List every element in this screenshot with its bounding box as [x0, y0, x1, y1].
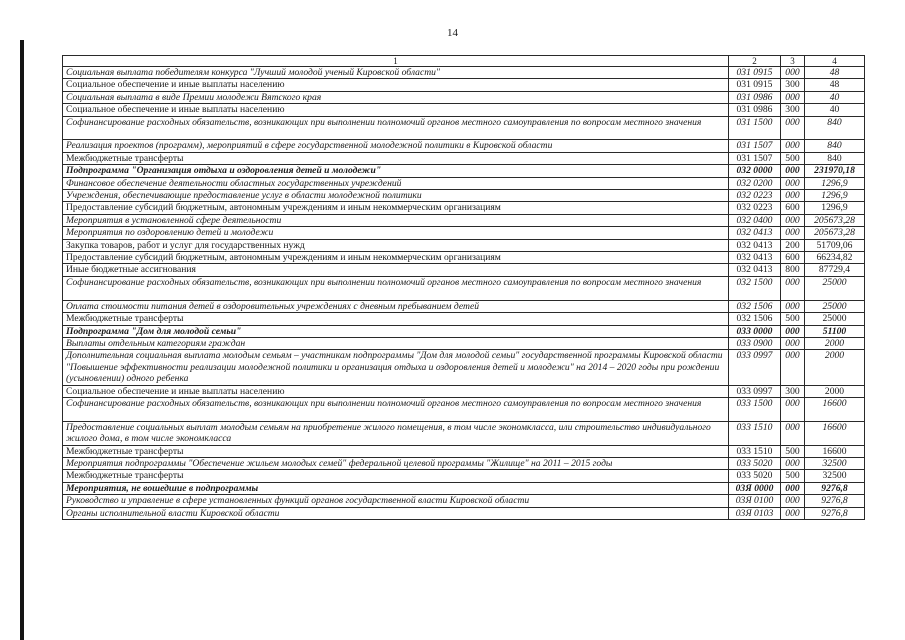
row-type: 800	[781, 264, 805, 276]
row-name: Софинансирование расходных обязательств, возникающих при выполнении полномочий органов местного самоуправления по вопросам местного значения	[63, 116, 729, 140]
row-sum: 205673,28	[805, 214, 865, 226]
row-type: 000	[781, 495, 805, 507]
row-code: 033 0000	[729, 325, 781, 337]
row-type: 500	[781, 470, 805, 482]
row-code: 031 1500	[729, 116, 781, 140]
row-name: Межбюджетные трансферты	[63, 445, 729, 457]
row-code: 03Я 0100	[729, 495, 781, 507]
row-name: Межбюджетные трансферты	[63, 470, 729, 482]
row-name: Межбюджетные трансферты	[63, 152, 729, 164]
table-row	[63, 397, 865, 421]
header-col-code: 2	[729, 56, 781, 67]
row-sum: 231970,18	[805, 165, 865, 177]
row-type: 000	[781, 140, 805, 152]
row-code: 032 0413	[729, 252, 781, 264]
row-name: Иные бюджетные ассигнования	[63, 264, 729, 276]
row-sum: 16600	[805, 421, 865, 445]
budget-table	[62, 55, 865, 520]
row-sum: 840	[805, 152, 865, 164]
row-name: Мероприятия подпрограммы "Обеспечение жильем молодых семей" федеральной целевой программы "Жилище" на 2011 – 2015 годы	[63, 457, 729, 469]
row-code: 031 1507	[729, 140, 781, 152]
table-row	[63, 79, 865, 91]
row-name: Мероприятия по оздоровлению детей и молодежи	[63, 227, 729, 239]
row-code: 032 0223	[729, 202, 781, 214]
row-sum: 9276,8	[805, 507, 865, 519]
table-row	[63, 325, 865, 337]
row-name: Межбюджетные трансферты	[63, 313, 729, 325]
row-sum: 2000	[805, 337, 865, 349]
table-row	[63, 252, 865, 264]
row-sum: 25000	[805, 300, 865, 312]
row-name: Выплаты отдельным категориям граждан	[63, 337, 729, 349]
row-code: 032 0000	[729, 165, 781, 177]
table-row	[63, 67, 865, 79]
row-code: 032 1500	[729, 276, 781, 300]
header-col-sum: 4	[805, 56, 865, 67]
row-sum: 66234,82	[805, 252, 865, 264]
row-code: 033 0900	[729, 337, 781, 349]
row-type: 300	[781, 79, 805, 91]
row-code: 031 0986	[729, 104, 781, 116]
row-sum: 840	[805, 116, 865, 140]
row-name: Оплата стоимости питания детей в оздоровительных учреждениях с дневным пребыванием детей	[63, 300, 729, 312]
page-edge-bar	[20, 40, 24, 640]
row-type: 000	[781, 276, 805, 300]
row-type: 000	[781, 300, 805, 312]
row-sum: 1296,9	[805, 177, 865, 189]
row-name: Предоставление субсидий бюджетным, автономным учреждениям и иным некоммерческим организациям	[63, 252, 729, 264]
table-row	[63, 177, 865, 189]
table-row	[63, 227, 865, 239]
row-sum: 40	[805, 104, 865, 116]
table-row	[63, 152, 865, 164]
row-code: 033 1510	[729, 421, 781, 445]
row-sum: 16600	[805, 445, 865, 457]
row-type: 300	[781, 385, 805, 397]
row-type: 000	[781, 421, 805, 445]
table-row	[63, 140, 865, 152]
row-code: 03Я 0103	[729, 507, 781, 519]
row-sum: 48	[805, 79, 865, 91]
page-number: 14	[447, 27, 458, 39]
row-sum: 48	[805, 67, 865, 79]
row-code: 033 5020	[729, 457, 781, 469]
row-code: 032 0223	[729, 190, 781, 202]
table-row	[63, 91, 865, 103]
row-code: 032 0400	[729, 214, 781, 226]
table-row	[63, 116, 865, 140]
table-row	[63, 214, 865, 226]
row-code: 033 0997	[729, 350, 781, 385]
row-sum: 2000	[805, 385, 865, 397]
row-name: Предоставление социальных выплат молодым семьям на приобретение жилого помещения, в том числе экономкласса, или строительство индивидуального жилого дома, в том числе экономкласса	[63, 421, 729, 445]
table-row	[63, 276, 865, 300]
row-type: 500	[781, 313, 805, 325]
row-name: Подпрограмма "Организация отдыха и оздоровления детей и молодежи"	[63, 165, 729, 177]
row-sum: 1296,9	[805, 202, 865, 214]
table-row	[63, 445, 865, 457]
row-sum: 32500	[805, 457, 865, 469]
row-type: 600	[781, 252, 805, 264]
row-code: 032 1506	[729, 313, 781, 325]
row-code: 032 1506	[729, 300, 781, 312]
table-row	[63, 350, 865, 385]
table-row	[63, 190, 865, 202]
table-row	[63, 507, 865, 519]
row-name: Социальное обеспечение и иные выплаты населению	[63, 104, 729, 116]
table-row	[63, 264, 865, 276]
table-row	[63, 202, 865, 214]
row-code: 032 0413	[729, 227, 781, 239]
row-name: Органы исполнительной власти Кировской области	[63, 507, 729, 519]
row-code: 031 0915	[729, 79, 781, 91]
row-name: Софинансирование расходных обязательств, возникающих при выполнении полномочий органов местного самоуправления по вопросам местного значения	[63, 397, 729, 421]
row-code: 03Я 0000	[729, 482, 781, 494]
row-type: 000	[781, 67, 805, 79]
table-row	[63, 495, 865, 507]
row-type: 000	[781, 397, 805, 421]
row-type: 000	[781, 337, 805, 349]
row-type: 000	[781, 482, 805, 494]
row-sum: 87729,4	[805, 264, 865, 276]
row-type: 300	[781, 104, 805, 116]
table-row	[63, 104, 865, 116]
header-col-name: 1	[63, 56, 729, 67]
row-code: 031 0915	[729, 67, 781, 79]
row-name: Мероприятия в установленной сфере деятельности	[63, 214, 729, 226]
row-sum: 25000	[805, 276, 865, 300]
row-type: 600	[781, 202, 805, 214]
table-row	[63, 457, 865, 469]
row-code: 033 1500	[729, 397, 781, 421]
row-name: Мероприятия, не вошедшие в подпрограммы	[63, 482, 729, 494]
row-name: Предоставление субсидий бюджетным, автономным учреждениям и иным некоммерческим организациям	[63, 202, 729, 214]
row-type: 000	[781, 507, 805, 519]
row-code: 033 0997	[729, 385, 781, 397]
row-name: Социальная выплата победителям конкурса "Лучший молодой ученый Кировской области"	[63, 67, 729, 79]
table-row	[63, 300, 865, 312]
row-sum: 16600	[805, 397, 865, 421]
row-sum: 2000	[805, 350, 865, 385]
row-sum: 25000	[805, 313, 865, 325]
row-name: Софинансирование расходных обязательств, возникающих при выполнении полномочий органов местного самоуправления по вопросам местного значения	[63, 276, 729, 300]
table-row	[63, 482, 865, 494]
row-type: 000	[781, 325, 805, 337]
row-code: 031 0986	[729, 91, 781, 103]
row-name: Реализация проектов (программ), мероприятий в сфере государственной молодежной политики в Кировской области	[63, 140, 729, 152]
table-row	[63, 239, 865, 251]
row-name: Социальная выплата в виде Премии молодежи Вятского края	[63, 91, 729, 103]
row-name: Подпрограмма "Дом для молодой семьи"	[63, 325, 729, 337]
row-type: 000	[781, 177, 805, 189]
row-sum: 840	[805, 140, 865, 152]
row-type: 000	[781, 91, 805, 103]
row-code: 032 0413	[729, 239, 781, 251]
row-sum: 9276,8	[805, 495, 865, 507]
table-row	[63, 165, 865, 177]
row-code: 032 0200	[729, 177, 781, 189]
table-row	[63, 313, 865, 325]
row-sum: 51100	[805, 325, 865, 337]
row-sum: 40	[805, 91, 865, 103]
row-sum: 205673,28	[805, 227, 865, 239]
row-code: 032 0413	[729, 264, 781, 276]
row-code: 031 1507	[729, 152, 781, 164]
row-sum: 1296,9	[805, 190, 865, 202]
row-code: 033 5020	[729, 470, 781, 482]
row-code: 033 1510	[729, 445, 781, 457]
table-row	[63, 421, 865, 445]
row-type: 200	[781, 239, 805, 251]
row-type: 500	[781, 445, 805, 457]
table-row	[63, 470, 865, 482]
row-name: Финансовое обеспечение деятельности областных государственных учреждений	[63, 177, 729, 189]
row-type: 000	[781, 227, 805, 239]
table-header-row	[63, 56, 865, 67]
header-col-type: 3	[781, 56, 805, 67]
row-sum: 32500	[805, 470, 865, 482]
row-type: 000	[781, 214, 805, 226]
row-name: Руководство и управление в сфере установленных функций органов государственной власти Кировской области	[63, 495, 729, 507]
row-type: 000	[781, 116, 805, 140]
row-name: Учреждения, обеспечивающие предоставление услуг в области молодежной политики	[63, 190, 729, 202]
row-type: 000	[781, 165, 805, 177]
row-name: Социальное обеспечение и иные выплаты населению	[63, 79, 729, 91]
table-row	[63, 385, 865, 397]
table-row	[63, 337, 865, 349]
row-type: 500	[781, 152, 805, 164]
row-name: Закупка товаров, работ и услуг для государственных нужд	[63, 239, 729, 251]
row-sum: 51709,06	[805, 239, 865, 251]
row-type: 000	[781, 457, 805, 469]
row-type: 000	[781, 350, 805, 385]
row-name: Социальное обеспечение и иные выплаты населению	[63, 385, 729, 397]
row-type: 000	[781, 190, 805, 202]
row-sum: 9276,8	[805, 482, 865, 494]
row-name: Дополнительная социальная выплата молодым семьям – участникам подпрограммы "Дом для молодой семьи" государственной программы Кировской области "Повышение эффективности реализации молодежной политики и организация отдыха и оздоровления детей и молодежи" на 2014 – 2020 годы при рождении (усыновлении) одного ребенка	[63, 350, 729, 385]
